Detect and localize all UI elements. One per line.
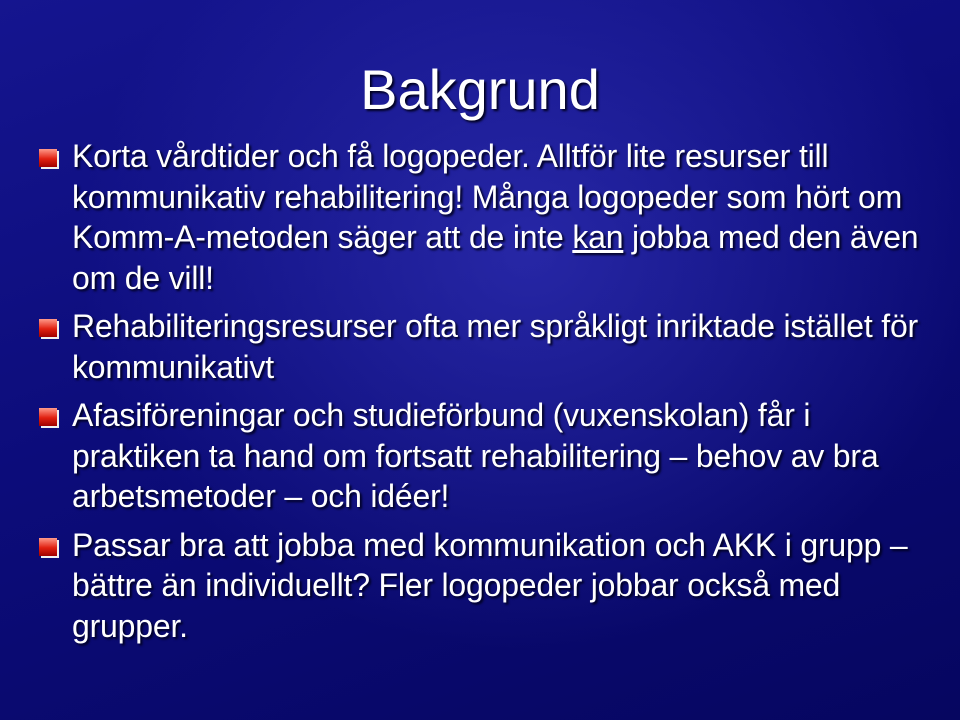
bullet-text-part: Korta vårdtider och få logopeder. Alltför lite resurser till kommunikativ rehabilitering! Många logopeder som hört om Komm-A-metoden säger att de inte	[72, 138, 903, 255]
square-bullet-icon	[39, 319, 57, 337]
square-bullet-icon	[39, 149, 57, 167]
bullet-text: Afasiföreningar och studieförbund (vuxenskolan) får i praktiken ta hand om fortsatt rehabilitering – behov av bra arbetsmetoder – och idéer!	[72, 397, 879, 514]
square-bullet-icon	[39, 538, 57, 556]
bullet-text	[72, 136, 946, 298]
bullet-item	[0, 136, 960, 298]
underlined-word: kan	[572, 219, 624, 255]
bullet-item	[0, 395, 960, 517]
bullet-text: Passar bra att jobba med kommunikation och AKK i grupp – bättre än individuellt? Fler logopeder jobbar också med grupper.	[72, 526, 908, 644]
bullet-list	[0, 136, 960, 654]
bullet-item	[0, 306, 960, 387]
bullet-text-part: jobba med den även om de vill!	[72, 219, 919, 296]
bullet-text: Rehabiliteringsresurser ofta mer språkligt inriktade istället för kommunikativt	[72, 308, 919, 385]
square-bullet-icon	[39, 408, 57, 426]
slide-title: Bakgrund	[360, 58, 600, 121]
bullet-item	[0, 525, 960, 647]
